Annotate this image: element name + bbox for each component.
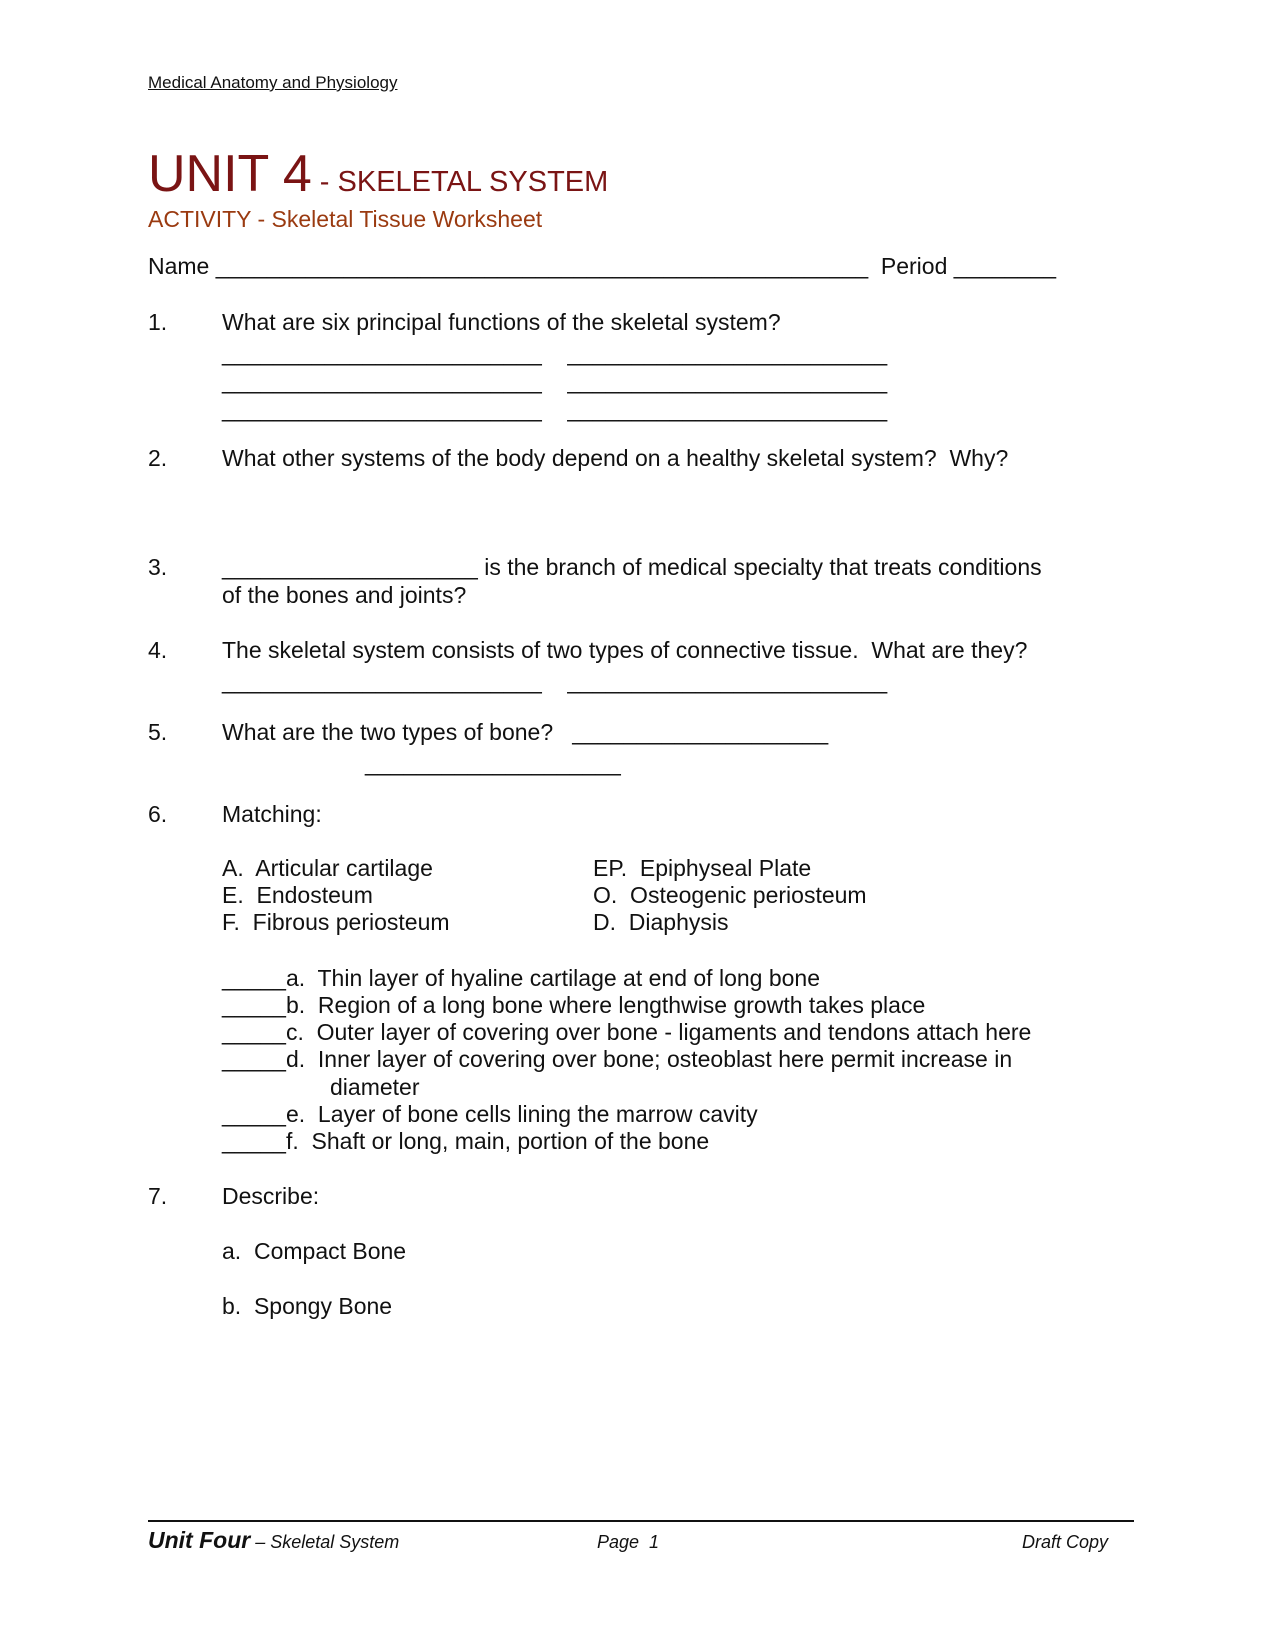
q7-part-a: a. Compact Bone: [222, 1238, 407, 1264]
q5-blank-2[interactable]: ____________________: [365, 750, 621, 776]
q3-text-line1[interactable]: ____________________ is the branch of medical specialty that treats conditions: [222, 554, 1042, 580]
unit-subtitle: - SKELETAL SYSTEM: [311, 166, 609, 198]
q7-number: 7.: [148, 1183, 168, 1209]
q4-text: The skeletal system consists of two types of connective tissue. What are they?: [222, 637, 1028, 663]
activity-title: ACTIVITY - Skeletal Tissue Worksheet: [148, 206, 543, 232]
matching-option: O. Osteogenic periosteum: [593, 882, 867, 908]
course-title: Medical Anatomy and Physiology: [148, 73, 398, 92]
matching-option: D. Diaphysis: [593, 909, 729, 935]
q1-text: What are six principal functions of the skeletal system?: [222, 309, 781, 335]
q4-number: 4.: [148, 637, 168, 663]
q5-text[interactable]: What are the two types of bone? ____________________: [222, 719, 829, 745]
q3-text-line2: of the bones and joints?: [222, 582, 467, 608]
q4-blank-row[interactable]: _________________________ _________________________: [222, 668, 888, 694]
matching-item[interactable]: _____c. Outer layer of covering over bone - ligaments and tendons attach here: [222, 1019, 1032, 1045]
q7-part-b: b. Spongy Bone: [222, 1293, 393, 1319]
matching-item[interactable]: _____a. Thin layer of hyaline cartilage at end of long bone: [222, 965, 820, 991]
matching-item[interactable]: _____f. Shaft or long, main, portion of the bone: [222, 1128, 710, 1154]
q7-text: Describe:: [222, 1183, 320, 1209]
footer-unit: [148, 1527, 399, 1554]
q1-blank-row[interactable]: _________________________ _________________________: [222, 368, 888, 394]
q2-text: What other systems of the body depend on a healthy skeletal system? Why?: [222, 445, 1009, 471]
footer-divider: [148, 1520, 1134, 1522]
matching-item-continuation: diameter: [330, 1074, 420, 1100]
unit-title: UNIT 4: [148, 145, 312, 203]
matching-item[interactable]: _____e. Layer of bone cells lining the marrow cavity: [222, 1101, 758, 1127]
q5-number: 5.: [148, 719, 168, 745]
q6-text: Matching:: [222, 801, 322, 827]
footer-section: – Skeletal System: [250, 1532, 400, 1552]
q1-blank-row[interactable]: _________________________ _________________________: [222, 396, 888, 422]
q2-number: 2.: [148, 445, 168, 471]
footer-status: Draft Copy: [1022, 1532, 1109, 1552]
footer-page-number: Page 1: [597, 1532, 660, 1552]
matching-option: A. Articular cartilage: [222, 855, 433, 881]
q1-number: 1.: [148, 309, 168, 335]
q6-number: 6.: [148, 801, 168, 827]
q1-blank-row[interactable]: _________________________ _________________________: [222, 340, 888, 366]
q3-number: 3.: [148, 554, 168, 580]
matching-option: EP. Epiphyseal Plate: [593, 855, 812, 881]
footer-unit-name: Unit Four: [148, 1527, 251, 1553]
matching-item[interactable]: _____d. Inner layer of covering over bone; osteoblast here permit increase in: [222, 1046, 1013, 1072]
unit-heading: [148, 145, 609, 203]
matching-option: E. Endosteum: [222, 882, 373, 908]
matching-option: F. Fibrous periosteum: [222, 909, 450, 935]
matching-item[interactable]: _____b. Region of a long bone where lengthwise growth takes place: [222, 992, 926, 1018]
name-period-line[interactable]: Name ___________________________________________________ Period ________: [148, 253, 1057, 279]
